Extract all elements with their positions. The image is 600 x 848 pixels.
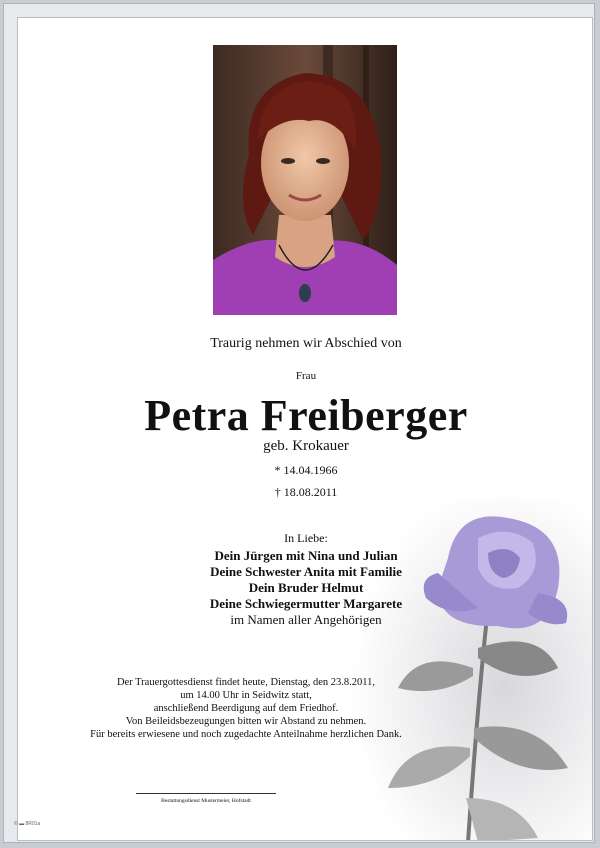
page-frame [3,3,595,843]
service-line: um 14.00 Uhr in Seidwitz statt, [180,690,312,701]
deceased-name: Petra Freiberger [144,391,468,440]
death-date: † 18.08.2011 [274,485,338,499]
copyright-mark: © ▬ 8R01a [14,821,41,827]
service-info [56,676,436,741]
mourners-list [18,548,593,628]
service-line: anschließend Beerdigung auf dem Friedhof. [153,703,339,714]
birth-date: * 14.04.1966 [274,463,338,477]
salutation-text: Frau [295,370,317,382]
mourner-line: Deine Schwester Anita mit Familie [210,564,402,579]
in-love-label: In Liebe: [284,531,328,545]
maiden-name: geb. Krokauer [263,438,349,454]
mourner-line: Dein Bruder Helmut [248,580,364,595]
service-line: Von Beileidsbezeugungen bitten wir Abstand zu nehmen. [125,716,367,727]
obituary-card [17,17,593,841]
mourner-line: Deine Schwiegermutter Margarete [209,596,403,611]
service-line: Der Trauergottesdienst findet heute, Dienstag, den 23.8.2011, [116,677,376,688]
service-line: Für bereits erwiesene und noch zugedachte Anteilnahme herzlichen Dank. [90,729,402,740]
intro-text: Traurig nehmen wir Abschied von [210,336,402,351]
relatives-line: im Namen aller Angehörigen [230,612,382,627]
mourner-line: Dein Jürgen mit Nina und Julian [214,548,398,563]
signature-line [136,793,276,794]
portrait-photo [213,45,397,315]
undertaker-name: Bestattungsdienst Mustermeier, Hofstadt [161,798,251,804]
